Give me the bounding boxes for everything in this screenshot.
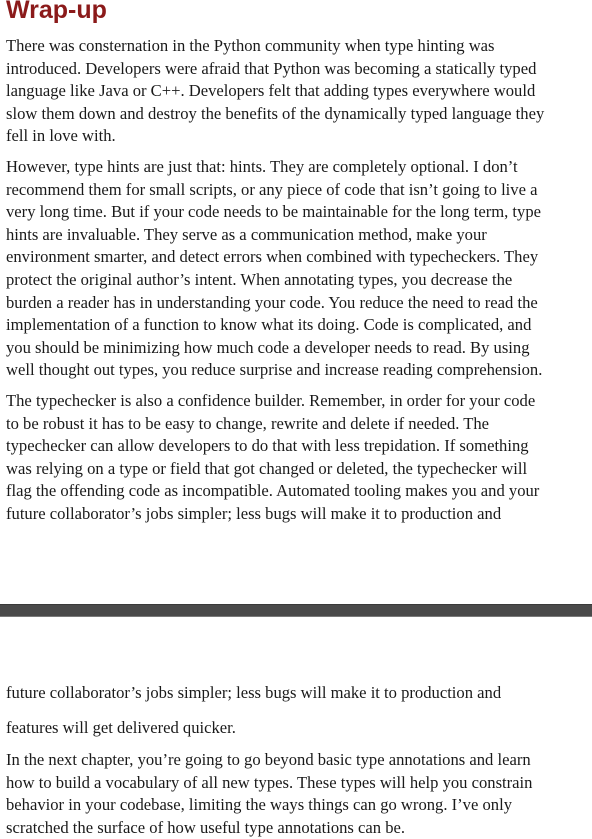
- text-line: scratched the surface of how useful type annotations can be.: [6, 817, 406, 837]
- text-line: typechecker can allow developers to do that with less trepidation. If something: [6, 436, 529, 456]
- text-line: protect the original author’s intent. When annotating types, you decrease the: [6, 269, 513, 289]
- paragraph-3-end: [6, 717, 592, 740]
- paragraph-2: [6, 156, 592, 382]
- text-line: how to build a vocabulary of all new types. These types will help you constrain: [6, 772, 533, 792]
- text-line: behavior in your codebase, limiting the ways things can go wrong. I’ve only: [6, 795, 512, 815]
- text-line: recommend them for small scripts, or any piece of code that isn’t going to live a: [6, 179, 538, 199]
- section-heading: Wrap-up: [6, 0, 107, 24]
- text-line: fell in love with.: [6, 126, 116, 146]
- paragraph-3: [6, 390, 592, 526]
- text-line: hints are invaluable. They serve as a communication method, make your: [6, 224, 487, 244]
- text-line: well thought out types, you reduce surprise and increase reading comprehension.: [6, 360, 543, 380]
- text-line: future collaborator’s jobs simpler; less bugs will make it to production and: [6, 503, 502, 523]
- text-line: introduced. Developers were afraid that Python was becoming a statically typed: [6, 58, 537, 78]
- text-line: slow them down and destroy the benefits of the dynamically typed language they: [6, 103, 545, 123]
- text-line: burden a reader has in understanding your code. You reduce the need to read the: [6, 292, 538, 312]
- text-line: There was consternation in the Python community when type hinting was: [6, 36, 495, 55]
- text-line: In the next chapter, you’re going to go beyond basic type annotations and learn: [6, 750, 531, 769]
- paragraph-1: [6, 35, 592, 148]
- text-line: you should be minimizing how much code a developer needs to read. By using: [6, 337, 530, 357]
- text-line: was relying on a type or field that got changed or deleted, the typechecker will: [6, 458, 528, 478]
- text-line: However, type hints are just that: hints. They are completely optional. I don’t: [6, 157, 518, 176]
- paragraph-4: [6, 749, 592, 839]
- text-line: implementation of a function to know what its doing. Code is complicated, and: [6, 315, 532, 335]
- text-line: to be robust it has to be easy to change, rewrite and delete if needed. The: [6, 413, 490, 433]
- text-line: The typechecker is also a confidence builder. Remember, in order for your code: [6, 391, 536, 410]
- text-line: environment smarter, and detect errors when combined with typecheckers. They: [6, 247, 539, 267]
- text-line: language like Java or C++. Developers felt that adding types everywhere would: [6, 81, 536, 101]
- cut-text-line: [6, 683, 592, 707]
- text-line: flag the offending code as incompatible. Automated tooling makes you and your: [6, 481, 540, 501]
- text-line: features will get delivered quicker.: [6, 718, 236, 737]
- page-divider: [0, 604, 592, 617]
- text-line-continued: future collaborator’s jobs simpler; less bugs will make it to production and: [6, 683, 502, 702]
- text-line: very long time. But if your code needs to be maintainable for the long term, type: [6, 202, 542, 222]
